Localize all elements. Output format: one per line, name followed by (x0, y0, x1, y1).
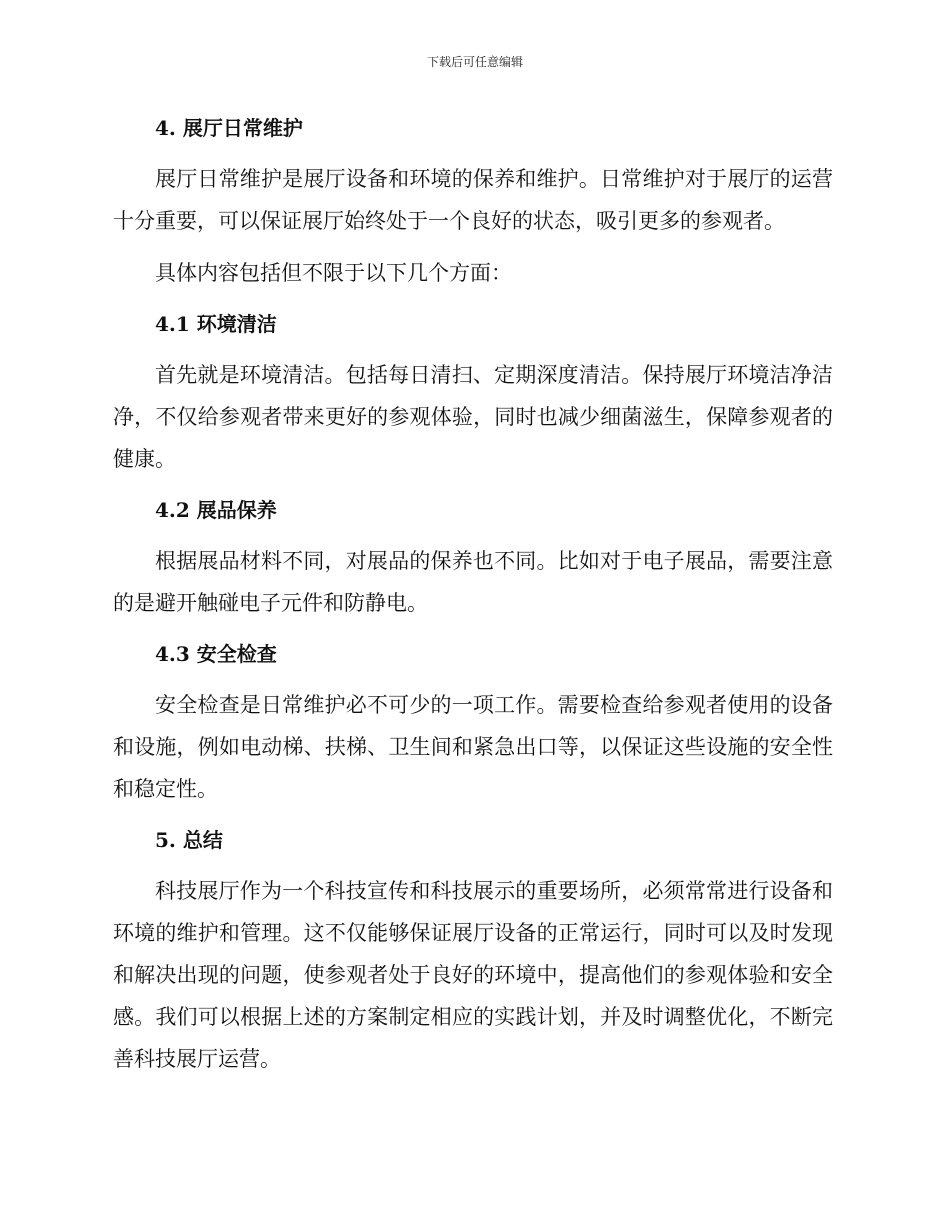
section-4-3-heading: 4.3 安全检查 (155, 642, 277, 666)
section-4-1-paragraph: 首先就是环境清洁。包括每日清扫、定期深度清洁。保持展厅环境洁净洁净，不仅给参观者带来更好的参观体验，同时也减少细菌滋生，保障参观者的健康。 (113, 363, 833, 471)
section-4-2-paragraph: 根据展品材料不同，对展品的保养也不同。比如对于电子展品，需要注意的是避开触碰电子元件和防静电。 (113, 549, 833, 615)
page-header-note: 下载后可任意编辑 (426, 55, 523, 69)
section-4-2-heading: 4.2 展品保养 (155, 498, 277, 522)
document-body (113, 108, 833, 1080)
section-4-3-paragraph: 安全检查是日常维护必不可少的一项工作。需要检查给参观者使用的设备和设施，例如电动梯、扶梯、卫生间和紧急出口等，以保证这些设施的安全性和稳定性。 (113, 693, 833, 801)
section-4-paragraph-2: 具体内容包括但不限于以下几个方面： (155, 261, 512, 285)
section-5-heading: 5. 总结 (155, 828, 223, 852)
section-5-paragraph: 科技展厅作为一个科技宣传和科技展示的重要场所，必须常常进行设备和环境的维护和管理。这不仅能够保证展厅设备的正常运行，同时可以及时发现和解决出现的问题，使参观者处于良好的环境中，提高他们的参观体验和安全感。我们可以根据上述的方案制定相应的实践计划，并及时调整优化，不断完善科技展厅运营。 (113, 879, 833, 1071)
section-4-heading: 4. 展厅日常维护 (155, 116, 303, 140)
section-4-1-heading: 4.1 环境清洁 (155, 312, 277, 336)
section-4-paragraph-1: 展厅日常维护是展厅设备和环境的保养和维护。日常维护对于展厅的运营十分重要，可以保证展厅始终处于一个良好的状态，吸引更多的参观者。 (113, 167, 833, 233)
